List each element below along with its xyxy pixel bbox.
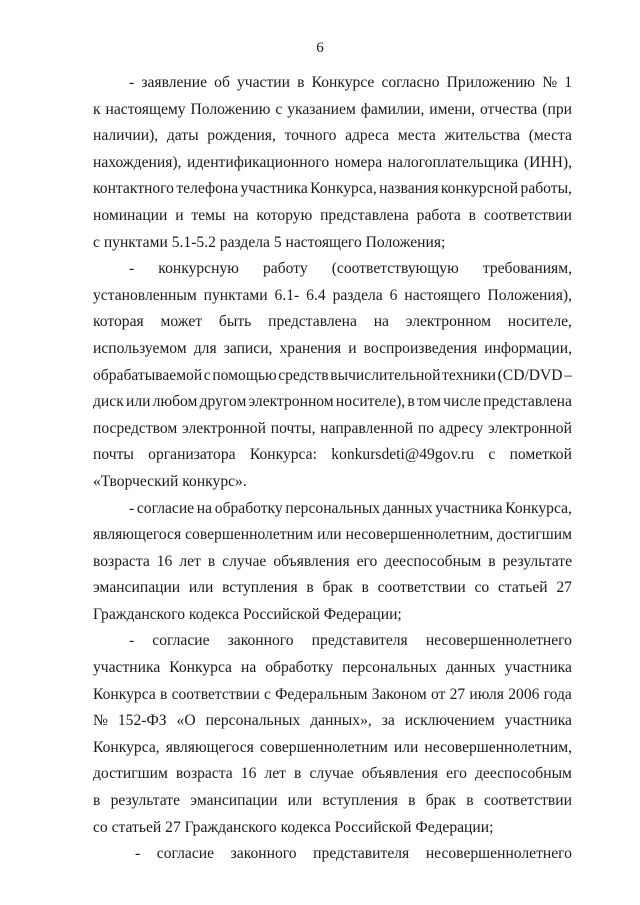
word: номера	[334, 153, 383, 171]
word: соответствии	[171, 685, 260, 703]
text-line	[93, 655, 572, 682]
word: наличии),	[93, 127, 159, 145]
word: представлена	[268, 313, 357, 331]
word: обрабатываемой	[93, 366, 203, 384]
word: представлена	[483, 393, 572, 411]
word: совершеннолетним	[259, 738, 388, 756]
word: участника	[240, 180, 308, 198]
word: носителе),	[335, 393, 406, 411]
text-line	[93, 682, 572, 709]
word: конкурсной	[440, 180, 519, 198]
word: используемом	[93, 339, 187, 357]
word: или	[393, 738, 419, 756]
word: может	[160, 313, 203, 331]
word: -	[129, 260, 135, 278]
word: за	[381, 712, 395, 730]
word: результате	[502, 552, 572, 570]
word: согласие	[152, 632, 210, 650]
word: или	[317, 526, 342, 544]
word: идентификационного	[187, 153, 330, 171]
word: работы,	[520, 180, 572, 198]
word: со	[474, 579, 490, 597]
word: фамилии,	[360, 100, 425, 118]
word: данных	[445, 659, 496, 677]
word: в	[207, 552, 216, 570]
word: в	[306, 579, 314, 597]
word: настоящего	[404, 286, 481, 304]
word: рождения,	[207, 127, 276, 145]
word: случае	[222, 552, 267, 570]
word: соответствии	[377, 579, 466, 597]
word: июля	[469, 685, 504, 703]
word: несовершеннолетнего	[425, 632, 572, 650]
text-line: со статьей 27 Гражданского кодекса Российской Федерации;	[93, 818, 494, 836]
word: случае	[309, 765, 354, 783]
word: участника	[93, 659, 161, 677]
word: представителя	[313, 845, 410, 863]
text-line	[93, 176, 572, 203]
word: в	[466, 792, 474, 810]
word: воспроизведения	[363, 339, 478, 357]
word: работу	[262, 260, 308, 278]
word: конкурсную	[158, 260, 239, 278]
text-line	[93, 522, 572, 549]
text-line	[93, 708, 572, 735]
word: обработку	[265, 659, 334, 677]
word: года	[543, 685, 572, 703]
word: быть	[218, 313, 252, 331]
word: (при	[542, 100, 572, 118]
word: указанием	[287, 100, 356, 118]
word: -	[129, 632, 135, 650]
text-line	[93, 203, 572, 230]
word: от	[430, 685, 446, 703]
word: работа	[416, 206, 461, 224]
word: или	[287, 792, 313, 810]
word: 6.4	[306, 286, 326, 304]
word: места	[397, 127, 436, 145]
word: Федеральным	[275, 685, 368, 703]
word: в	[361, 579, 369, 597]
word: с	[203, 366, 211, 384]
word: телефона	[176, 180, 239, 198]
word: на	[373, 313, 389, 331]
word: и	[348, 339, 357, 357]
word: возраста	[175, 765, 233, 783]
text-line	[93, 97, 572, 124]
word: согласно	[381, 74, 440, 91]
word: которую	[256, 206, 313, 224]
text-line	[93, 735, 572, 762]
word: (места	[528, 127, 572, 145]
word: данных	[382, 499, 433, 517]
word: контактного	[93, 180, 174, 198]
text-line	[93, 575, 572, 602]
word: с	[275, 100, 283, 118]
word: объявления	[273, 552, 350, 570]
word: исключением	[404, 712, 495, 730]
word: в	[407, 393, 415, 411]
word: пометкой	[509, 446, 572, 464]
word: -	[135, 845, 141, 863]
word: 27	[556, 579, 572, 597]
text-line	[93, 496, 572, 523]
word: законного	[230, 845, 297, 863]
word: законного	[227, 632, 294, 650]
word: информации,	[484, 339, 572, 357]
word: в	[488, 552, 496, 570]
word: носителе,	[507, 313, 572, 331]
text-line: «Творческий конкурс».	[93, 472, 247, 490]
word: Конкурса,	[505, 499, 572, 517]
word: его	[356, 552, 378, 570]
word: раздела	[332, 286, 383, 304]
word: на	[196, 499, 213, 517]
word: средств	[278, 366, 329, 384]
word: (ИНН),	[523, 153, 572, 171]
word: дееспособным	[384, 552, 482, 570]
word: электронной	[488, 419, 572, 437]
word: или	[188, 579, 214, 597]
word: совершеннолетним	[185, 526, 314, 544]
word: темы	[191, 206, 226, 224]
text-line	[93, 150, 572, 177]
word: объявления	[361, 765, 439, 783]
text-line	[93, 628, 572, 655]
word: нахождения),	[93, 153, 182, 171]
word: несовершеннолетнего	[425, 845, 572, 863]
word: по	[417, 419, 435, 437]
word: или	[125, 393, 151, 411]
word: согласие	[156, 845, 215, 863]
word: организатора	[148, 446, 236, 464]
word: представлена	[320, 206, 409, 224]
word: в	[297, 74, 305, 91]
document-body	[93, 70, 572, 868]
word: записи,	[223, 339, 273, 357]
word: лет	[264, 765, 286, 783]
word: Конкурса,	[93, 738, 160, 756]
word: Конкурса	[169, 659, 232, 677]
word: жительства	[444, 127, 521, 145]
word: 16	[156, 552, 173, 570]
text-line	[93, 70, 572, 97]
word: пунктами	[203, 286, 268, 304]
word: «О	[176, 712, 196, 730]
word: соответствии	[483, 206, 572, 224]
word: для	[193, 339, 217, 357]
word: Конкурса,	[310, 180, 377, 198]
text-line	[93, 123, 572, 150]
word: участии	[237, 74, 290, 91]
word: участника	[504, 712, 572, 730]
text-line	[93, 549, 572, 576]
word: персональных	[285, 499, 381, 517]
word: персональных	[342, 659, 437, 677]
word: результате	[110, 792, 181, 810]
text-line	[93, 841, 572, 868]
word: том	[416, 393, 441, 411]
word: и	[175, 206, 184, 224]
text-line	[93, 416, 572, 443]
word: статьей	[497, 579, 548, 597]
word: участника	[504, 659, 572, 677]
word: Положения),	[487, 286, 572, 304]
word: отчества	[479, 100, 538, 118]
word: в	[159, 685, 168, 703]
word: заявление	[141, 74, 208, 91]
word: эмансипации	[190, 792, 278, 810]
word: эмансипации	[93, 579, 181, 597]
word: в	[93, 792, 101, 810]
word: возраста	[93, 552, 150, 570]
word: почты	[93, 446, 134, 464]
word: –	[564, 366, 572, 384]
word: -	[129, 499, 135, 517]
word: на	[240, 659, 257, 677]
word: (соответствующую	[331, 260, 459, 278]
word: в	[408, 792, 416, 810]
word: которая	[93, 313, 144, 331]
word: являющегося	[165, 738, 254, 756]
word: -	[129, 74, 135, 91]
text-line	[93, 389, 572, 416]
word: на	[233, 206, 249, 224]
word: данных»,	[310, 712, 372, 730]
word: вычислительной	[330, 366, 441, 384]
word: Положению	[190, 100, 271, 118]
word: имени,	[429, 100, 476, 118]
text-line	[93, 283, 572, 310]
word: konkursdeti@49gov.ru	[331, 446, 475, 464]
word: 1	[564, 74, 572, 91]
word: помощью	[212, 366, 277, 384]
word: несовершеннолетним,	[345, 526, 494, 544]
word: настоящему	[105, 100, 186, 118]
word: Конкурса	[93, 685, 156, 703]
word: №	[93, 712, 108, 730]
word: точного	[284, 127, 337, 145]
word: 6	[389, 286, 398, 304]
text-line	[93, 336, 572, 363]
word: адресу	[438, 419, 484, 437]
text-line	[93, 442, 572, 469]
word: согласие	[136, 499, 195, 517]
word: Конкурсе	[311, 74, 375, 91]
word: Законом	[371, 685, 427, 703]
word: числе	[443, 393, 481, 411]
word: (CD/DVD	[497, 366, 563, 384]
word: хранения	[279, 339, 342, 357]
word: являющегося	[93, 526, 182, 544]
text-line	[93, 363, 572, 390]
word: любом	[152, 393, 198, 411]
word: об	[214, 74, 230, 91]
word: с	[263, 685, 271, 703]
word: участника	[435, 499, 503, 517]
word: электронном	[405, 313, 491, 331]
word: персональных	[205, 712, 301, 730]
word: с	[488, 446, 496, 464]
word: вступления	[322, 792, 398, 810]
word: даты	[166, 127, 199, 145]
text-line	[93, 309, 572, 336]
word: диск	[93, 393, 124, 411]
word: в	[468, 206, 477, 224]
word: 2006	[508, 685, 540, 703]
word: техники	[442, 366, 496, 384]
word: установленным	[93, 286, 197, 304]
word: 27	[449, 685, 466, 703]
word: обработку	[214, 499, 283, 517]
word: в	[294, 765, 302, 783]
page-number: 6	[316, 40, 324, 56]
text-line: с пунктами 5.1-5.2 раздела 5 настоящего Положения;	[93, 233, 446, 251]
word: его	[446, 765, 467, 783]
text-line	[93, 788, 572, 815]
word: к	[93, 100, 101, 118]
word: представителя	[311, 632, 408, 650]
word: 6.1-	[274, 286, 300, 304]
word: дееспособным	[474, 765, 572, 783]
word: электронной	[182, 419, 266, 437]
word: 152-ФЗ	[117, 712, 167, 730]
text-line	[93, 761, 572, 788]
word: адреса	[345, 127, 390, 145]
word: брак	[322, 579, 353, 597]
word: названия	[379, 180, 439, 198]
text-line: Гражданского кодекса Российской Федерации;	[93, 605, 402, 623]
word: 16	[240, 765, 257, 783]
word: почты,	[270, 419, 316, 437]
word: лет	[179, 552, 201, 570]
word: номинации	[93, 206, 168, 224]
word: несовершеннолетним,	[424, 738, 572, 756]
word: достигшим	[93, 765, 168, 783]
text-line	[93, 256, 572, 283]
word: брак	[425, 792, 456, 810]
word: другом	[199, 393, 247, 411]
word: посредством	[93, 419, 178, 437]
word: соответствии	[483, 792, 572, 810]
word: №	[542, 74, 558, 91]
word: достигшим	[497, 526, 572, 544]
word: требованиям,	[482, 260, 572, 278]
word: Конкурса:	[249, 446, 317, 464]
word: Приложению	[446, 74, 536, 91]
word: направленной	[320, 419, 414, 437]
word: вступления	[222, 579, 298, 597]
word: налогоплательщика	[387, 153, 519, 171]
word: электронном	[248, 393, 334, 411]
